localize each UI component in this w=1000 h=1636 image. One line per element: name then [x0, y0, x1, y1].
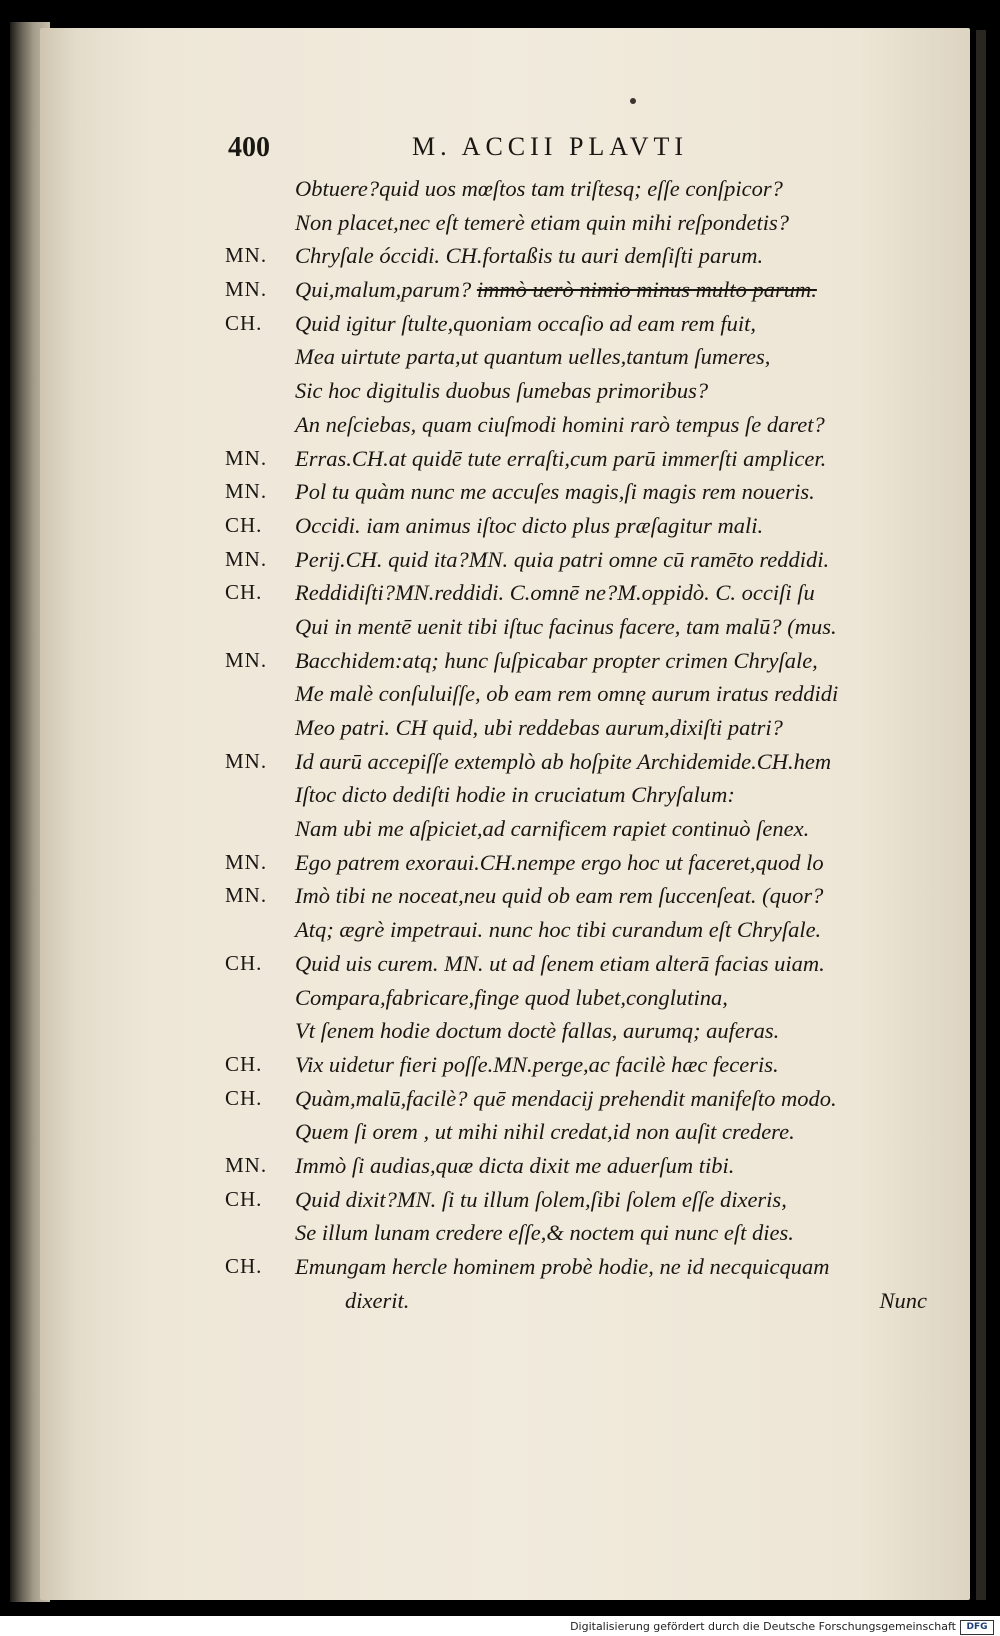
text-line — [225, 442, 945, 476]
verse-text: Qui in mentē uenit tibi iſtuc facinus facere, tam malū? (mus. — [295, 613, 837, 639]
verse-text: Sic hoc digitulis duobus ſumebas primoribus? — [295, 378, 709, 404]
verse-line — [295, 1183, 787, 1217]
verse-line — [295, 475, 815, 509]
verse-text: Perij.CH. quid ita?MN. quia patri omne cū ramēto reddidi. — [295, 546, 830, 572]
text-line — [225, 1048, 945, 1082]
running-title: M. ACCII PLAVTI — [412, 132, 689, 161]
verse-line — [295, 610, 837, 644]
struck-text: immò uerò nimio minus multo parum. — [476, 277, 817, 303]
verse-text: Mea uirtute parta,ut quantum uelles,tantum ſumeres, — [295, 344, 771, 370]
verse-line — [295, 408, 825, 442]
verse-text: Iſtoc dicto dediſti hodie in cruciatum Chryſalum: — [295, 782, 735, 808]
verse-line — [295, 442, 826, 476]
text-line — [225, 981, 945, 1015]
speaker-label: CH. — [225, 580, 263, 605]
text-line — [225, 1250, 945, 1284]
verse-line — [295, 206, 789, 240]
speaker-label: MN. — [225, 647, 268, 672]
verse-text: Ego patrem exoraui.CH.nempe ergo hoc ut faceret,quod lo — [295, 849, 824, 875]
verse-text: Meo patri. CH quid, ubi reddebas aurum,dixiſti patri? — [295, 715, 783, 740]
verse-text: Atq; ægrè impetraui. nunc hoc tibi curandum eſt Chryſale. — [295, 917, 822, 943]
speaker-label: CH. — [225, 1254, 263, 1278]
speaker-label: MN. — [225, 1152, 268, 1177]
text-line — [225, 509, 945, 543]
verse-line — [295, 1115, 795, 1149]
page-number: 400 — [228, 132, 270, 163]
verse-line — [295, 981, 728, 1015]
text-line — [225, 576, 945, 610]
verse-text: Qui,malum,parum? — [295, 277, 472, 303]
verse-line — [295, 1048, 779, 1082]
digitization-credit: Digitalisierung gefördert durch die Deutsche Forschungsgemeinschaft — [570, 1620, 956, 1633]
verse-text: Vt ſenem hodie doctum doctè fallas, aurumq; auferas. — [295, 1018, 780, 1044]
verse-line — [295, 1250, 829, 1284]
verse-text: Quem ſi orem , ut mihi nihil credat,id non auſit credere. — [295, 1119, 795, 1145]
verse-line — [295, 239, 763, 273]
verse-text: Quid dixit?MN. ſi tu illum ſolem,ſibi ſolem eſſe dixeris, — [295, 1186, 787, 1212]
text-line — [225, 1284, 945, 1318]
text-line — [225, 273, 945, 307]
verse-line — [295, 677, 838, 711]
verse-text: Erras.CH.at quidē tute erraſti,cum parū immerſti amplicer. — [295, 445, 827, 471]
verse-text: Chryſale óccidi. CH.fortaßis tu auri demſiſti parum. — [295, 243, 764, 269]
text-line — [225, 947, 945, 981]
dfg-logo: DFG — [960, 1620, 994, 1635]
text-line — [225, 1014, 945, 1048]
text-line — [225, 1082, 945, 1116]
ink-dot — [630, 98, 636, 104]
verse-line — [295, 913, 821, 947]
catchword: Nunc — [879, 1287, 927, 1313]
verse-line — [295, 1014, 779, 1048]
verse-text: Imò tibi ne noceat,neu quid ob eam rem ſuccenſeat. (quor? — [295, 883, 824, 909]
verse-line — [295, 711, 783, 745]
verse-text: Reddidiſti?MN.reddidi. C.omnē ne?M.oppidò. C. occiſi ſu — [295, 580, 815, 606]
verse-text: An neſciebas, quam ciuſmodi homini rarò tempus ſe daret? — [295, 411, 825, 437]
text-line — [225, 913, 945, 947]
text-line — [225, 1115, 945, 1149]
verse-text: Bacchidem:atq; hunc ſuſpicabar propter crimen Chryſale, — [295, 647, 818, 673]
verse-text: Compara,fabricare,finge quod lubet,conglutina, — [295, 984, 728, 1010]
play-text — [225, 172, 945, 1317]
verse-line — [295, 509, 763, 543]
speaker-label: MN. — [225, 445, 268, 470]
text-line — [225, 543, 945, 577]
verse-line — [295, 172, 783, 206]
speaker-label: CH. — [225, 1186, 263, 1211]
speaker-label: MN. — [225, 849, 268, 874]
verse-text: Occidi. iam animus iſtoc dicto plus præſagitur mali. — [295, 512, 764, 538]
verse-text: Vix uidetur fieri poſſe.MN.perge,ac facilè hæc feceris. — [295, 1051, 779, 1077]
verse-line — [295, 273, 817, 307]
verse-line — [295, 1216, 794, 1250]
text-line — [225, 711, 945, 745]
speaker-label: CH. — [225, 1051, 263, 1076]
speaker-label: MN. — [225, 243, 268, 268]
verse-text: Quàm,malū,facilè? quē mendacij prehendit manifeſto modo. — [295, 1085, 837, 1111]
verse-line — [295, 374, 708, 408]
verse-text: Non placet,nec eſt temerè etiam quin mihi reſpondetis? — [295, 209, 790, 235]
verse-text: Id aurū accepiſſe extemplò ab hoſpite Archidemide.CH.hem — [295, 748, 832, 774]
verse-line — [295, 307, 756, 341]
verse-text: Nam ubi me aſpiciet,ad carnificem rapiet continuò ſenex. — [295, 816, 810, 842]
speaker-label: MN. — [225, 479, 268, 504]
verse-line — [295, 947, 825, 981]
verse-line-end: dixerit. — [345, 1287, 410, 1313]
text-line — [225, 610, 945, 644]
speaker-label: CH. — [225, 310, 263, 335]
speaker-label: CH. — [225, 950, 263, 975]
speaker-label: MN. — [225, 883, 268, 908]
text-line — [225, 677, 945, 711]
text-line — [225, 846, 945, 880]
text-line — [225, 206, 945, 240]
verse-text: Obtuere?quid uos mœſtos tam triſtesq; eſſe conſpicor? — [295, 176, 783, 201]
verse-line — [295, 340, 770, 374]
verse-text: Me malè conſuluiſſe, ob eam rem omnę aurum iratus reddidi — [295, 681, 839, 707]
speaker-label: MN. — [225, 277, 268, 302]
verse-line — [295, 879, 823, 913]
text-line — [225, 812, 945, 846]
text-line — [225, 879, 945, 913]
text-line — [225, 1216, 945, 1250]
verse-line — [295, 745, 831, 779]
speaker-label: CH. — [225, 1085, 263, 1110]
verse-text: Emungam hercle hominem probè hodie, ne id necquicquam — [295, 1254, 830, 1279]
speaker-label: MN. — [225, 748, 268, 773]
verse-text: Se illum lunam credere eſſe,& noctem qui nunc eſt dies. — [295, 1220, 794, 1246]
verse-line — [295, 846, 824, 880]
speaker-label: MN. — [225, 546, 268, 571]
text-line — [225, 475, 945, 509]
verse-line — [295, 576, 815, 610]
verse-text: Immò ſi audias,quæ dicta dixit me aduerſum tibi. — [295, 1152, 735, 1178]
text-line — [225, 1149, 945, 1183]
verse-line — [295, 1082, 837, 1116]
verse-line — [295, 778, 735, 812]
text-line — [225, 408, 945, 442]
text-line — [225, 340, 945, 374]
text-line — [225, 1183, 945, 1217]
verse-line — [295, 812, 809, 846]
text-line — [225, 745, 945, 779]
verse-line — [295, 644, 818, 678]
text-line — [225, 374, 945, 408]
verse-line — [295, 1149, 734, 1183]
verse-text: Pol tu quàm nunc me accuſes magis,ſi magis rem noueris. — [295, 479, 815, 505]
text-line — [225, 644, 945, 678]
text-line — [225, 778, 945, 812]
speaker-label: CH. — [225, 512, 263, 537]
text-line — [225, 307, 945, 341]
text-line — [225, 239, 945, 273]
verse-text: Quid uis curem. MN. ut ad ſenem etiam alterā facias uiam. — [295, 950, 825, 976]
page-gutter — [976, 30, 986, 1600]
verse-line — [295, 543, 829, 577]
verse-text: Quid igitur ſtulte,quoniam occaſio ad eam rem fuit, — [295, 310, 756, 336]
text-line — [225, 172, 945, 206]
